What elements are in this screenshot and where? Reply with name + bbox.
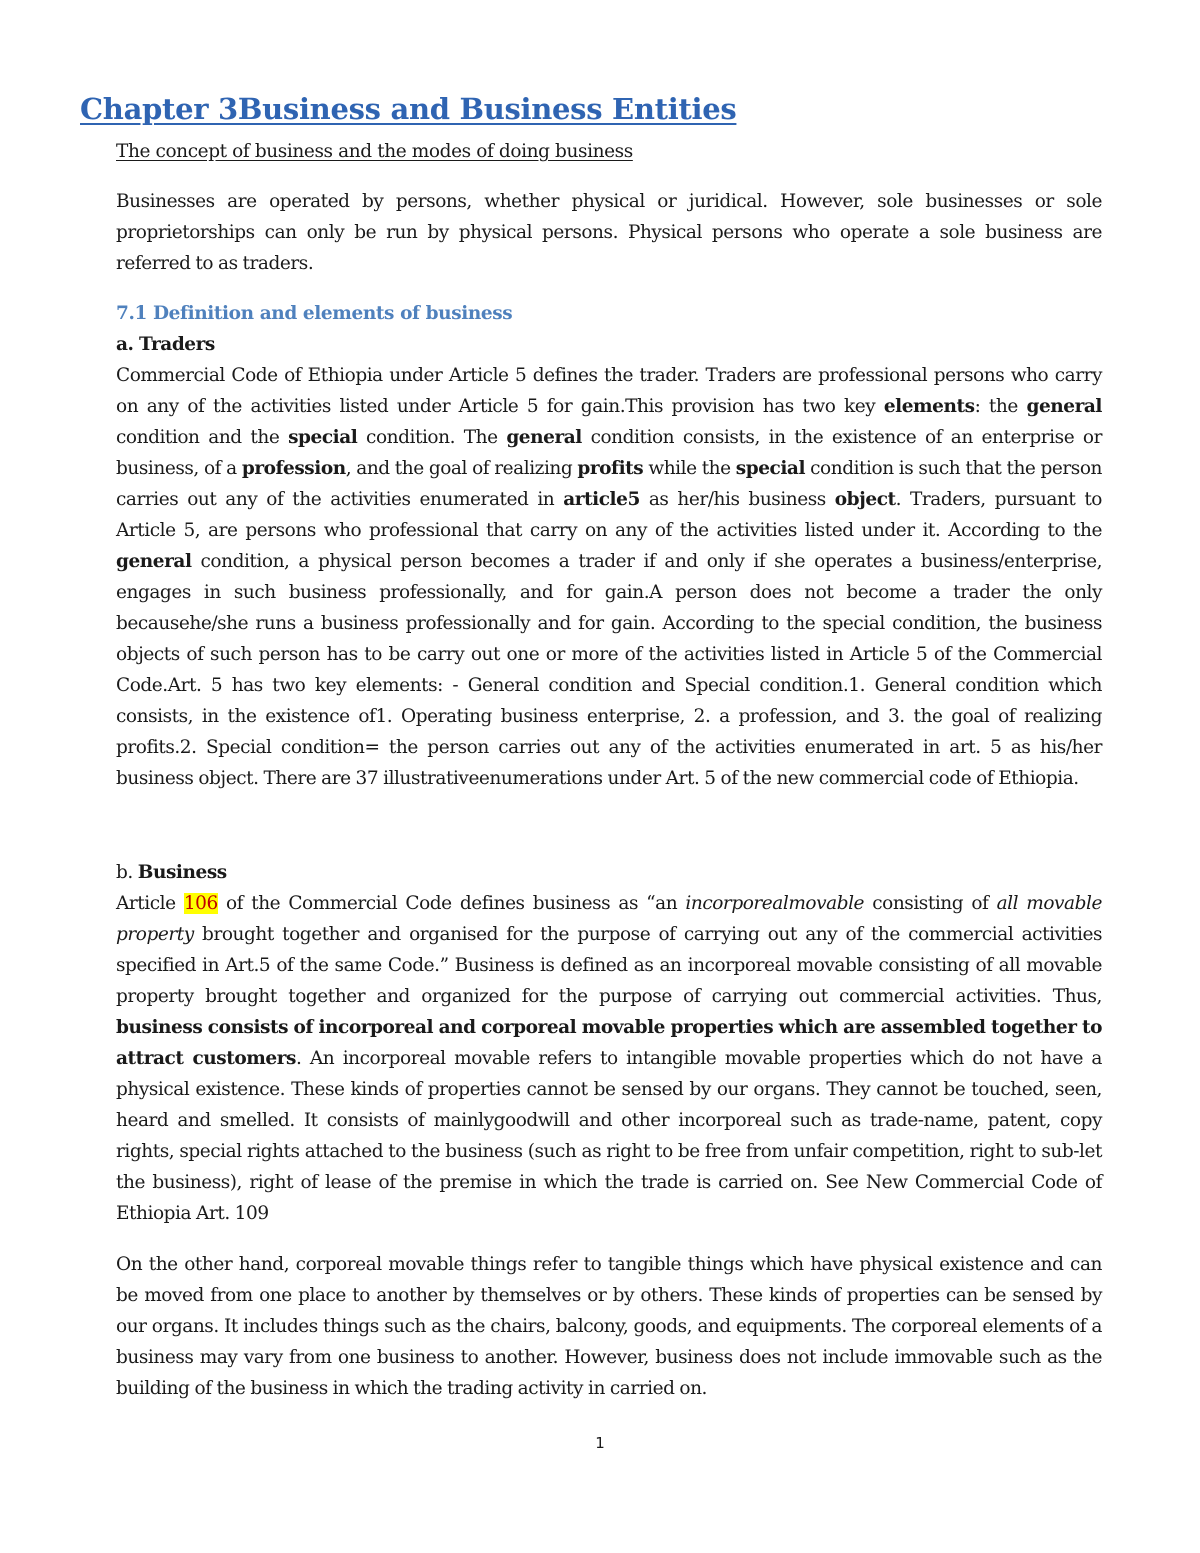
chapter-subtitle: The concept of business and the modes of doing business [116, 141, 633, 162]
traders-section [116, 329, 1102, 794]
traders-bold-term: general [1026, 396, 1102, 417]
traders-text: while the [643, 458, 736, 479]
traders-paragraph [116, 360, 1102, 794]
business-text: brought together and organised for the purpose of carrying out any of the commercial activities specified in Art.5 of the same Code.” Business is defined as an incorporeal movable consisting of all movable property brought together and organized for the purpose of carrying out commercial activities. Thus, [116, 924, 1102, 1007]
traders-text: condition is such that the person carries out any of the activities enumerated in [116, 458, 1102, 510]
business-heading-word: Business [137, 862, 227, 883]
business-text: Article [116, 893, 184, 914]
corporeal-paragraph-block [116, 1249, 1102, 1404]
business-italic-term: incorporealmovable [685, 893, 865, 914]
traders-bold-term: general [116, 551, 192, 572]
page-number: 1 [595, 1434, 605, 1452]
traders-bold-term: elements [883, 396, 975, 417]
section-heading: 7.1 Definition and elements of business [116, 303, 513, 324]
traders-text: Commercial Code of Ethiopia under Article 5 defines the trader. Traders are professional persons who carry on any of the activities listed under Article 5 for gain.This provision has two key [116, 365, 1102, 417]
business-section [116, 857, 1102, 1229]
traders-heading: a. Traders [116, 334, 215, 355]
highlighted-article-number: 106 [183, 893, 218, 914]
traders-bold-term: article5 [563, 489, 640, 510]
business-text: of the Commercial Code defines business as “an [217, 893, 686, 914]
business-text: consisting of [864, 893, 997, 914]
business-text: . An incorporeal movable refers to intangible movable properties which do not have a physical existence. These kinds of properties cannot be sensed by our organs. They cannot be touched, seen, heard and smelled. It consists of mainlygoodwill and other incorporeal such as trade-name, patent, copy rights, special rights attached to the business (such as right to be free from unfair competition, right to sub-let the business), right of lease of the premise in which the trade is carried on. See New Commercial Code of Ethiopia Art. 109 [116, 1048, 1102, 1224]
business-heading-prefix: b. [116, 862, 138, 883]
traders-bold-term: special [735, 458, 806, 479]
traders-bold-term: profits [577, 458, 644, 479]
traders-text: : the [974, 396, 1027, 417]
traders-bold-term: profession [241, 458, 346, 479]
corporeal-paragraph: On the other hand, corporeal movable things refer to tangible things which have physical existence and can be moved from one place to another by themselves or by others. These kinds of properties can be sensed by our organs. It includes things such as the chairs, balcony, goods, and equipments. The corporeal elements of a business may vary from one business to another. However, business does not include immovable such as the building of the business in which the trading activity in carried on. [116, 1254, 1102, 1399]
intro-paragraph-block [116, 186, 1102, 279]
business-italic-term: all movable property [116, 893, 1102, 945]
business-heading [116, 857, 1102, 888]
chapter-title: Chapter 3Business and Business Entities [80, 92, 737, 126]
traders-text: . Traders, pursuant to Article 5, are persons who professional that carry on any of the activities listed under it. According to the [116, 489, 1102, 541]
traders-text: condition and the [116, 427, 289, 448]
business-paragraph [116, 888, 1102, 1229]
traders-text: , and the goal of realizing [345, 458, 578, 479]
intro-paragraph: Businesses are operated by persons, whether physical or juridical. However, sole businesses or sole proprietorships can only be run by physical persons. Physical persons who operate a sole business are referred to as traders. [116, 191, 1102, 274]
business-bold-statement: business consists of incorporeal and corporeal movable properties which are assembled together to attract customers [116, 1017, 1102, 1069]
traders-text: as her/his business [639, 489, 835, 510]
traders-text: condition. The [357, 427, 507, 448]
traders-text: condition, a physical person becomes a trader if and only if she operates a business/enterprise, engages in such business professionally, and for gain.A person does not become a trader the only becausehe/she runs a business professionally and for gain. According to the special condition, the business objects of such person has to be carry out one or more of the activities listed in Article 5 of the Commercial Code.Art. 5 has two key elements: - General condition and Special condition.1. General condition which consists, in the existence of1. Operating business enterprise, 2. a profession, and 3. the goal of realizing profits.2. Special condition= the person carries out any of the activities enumerated in art. 5 as his/her business object. There are 37 illustrativeenumerations under Art. 5 of the new commercial code of Ethiopia. [116, 551, 1102, 789]
traders-text: condition consists, in the existence of an enterprise or business, of a [116, 427, 1102, 479]
traders-bold-term: general [506, 427, 582, 448]
traders-bold-term: special [288, 427, 358, 448]
traders-bold-term: object [834, 489, 896, 510]
